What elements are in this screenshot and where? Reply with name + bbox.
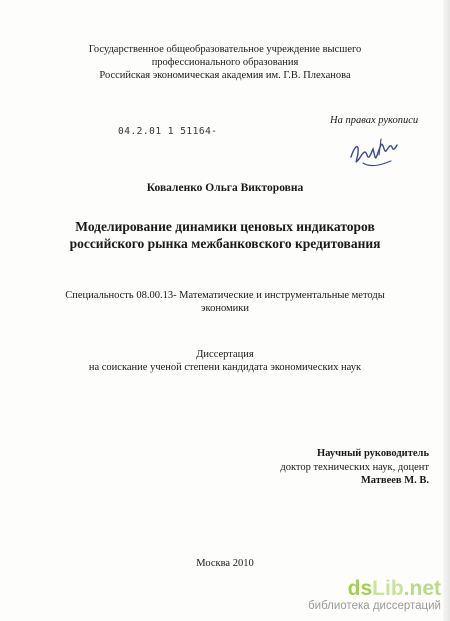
supervisor-name: Матвеев М. В.	[360, 475, 429, 486]
supervisor-block	[280, 447, 429, 488]
watermark-lib: Lib	[372, 577, 404, 600]
specialty	[0, 289, 450, 315]
dissertation-type	[0, 348, 450, 374]
supervisor-degree: доктор технических наук, доцент	[280, 461, 429, 473]
institution-line-2: профессионального образования	[151, 57, 299, 68]
city-year: Москва 2010	[196, 558, 254, 569]
watermark-net: .net	[403, 577, 441, 600]
watermark-subtitle: библиотека диссертаций	[308, 600, 441, 612]
handwritten-signature	[345, 131, 400, 171]
specialty-line-1: Специальность 08.00.13- Математические и инструментальные методы	[65, 290, 385, 301]
watermark-ds: ds	[347, 577, 373, 600]
dissertation-label: Диссертация	[196, 349, 254, 360]
rights-note: На правах рукописи	[330, 115, 419, 126]
institution-line-1: Государственное общеобразовательное учреждение высшего	[88, 44, 362, 55]
watermark-logo	[308, 578, 441, 600]
dissertation-title	[0, 219, 450, 252]
supervisor-label: Научный руководитель	[317, 448, 429, 459]
degree-sought: на соискание ученой степени кандидата экономических наук	[88, 362, 362, 373]
archive-stamp-number: 04.2.01 1 51164-	[118, 126, 218, 137]
title-line-2: российского рынка межбанковского кредитования	[69, 235, 381, 251]
title-line-1: Моделирование динамики ценовых индикаторов	[75, 219, 375, 234]
institution-header	[0, 43, 450, 82]
author-name: Коваленко Ольга Викторовна	[146, 182, 304, 194]
specialty-line-2: экономики	[201, 303, 249, 314]
dslib-watermark[interactable]	[308, 578, 441, 613]
institution-line-3: Российская экономическая академия им. Г.В. Плеханова	[99, 70, 351, 81]
